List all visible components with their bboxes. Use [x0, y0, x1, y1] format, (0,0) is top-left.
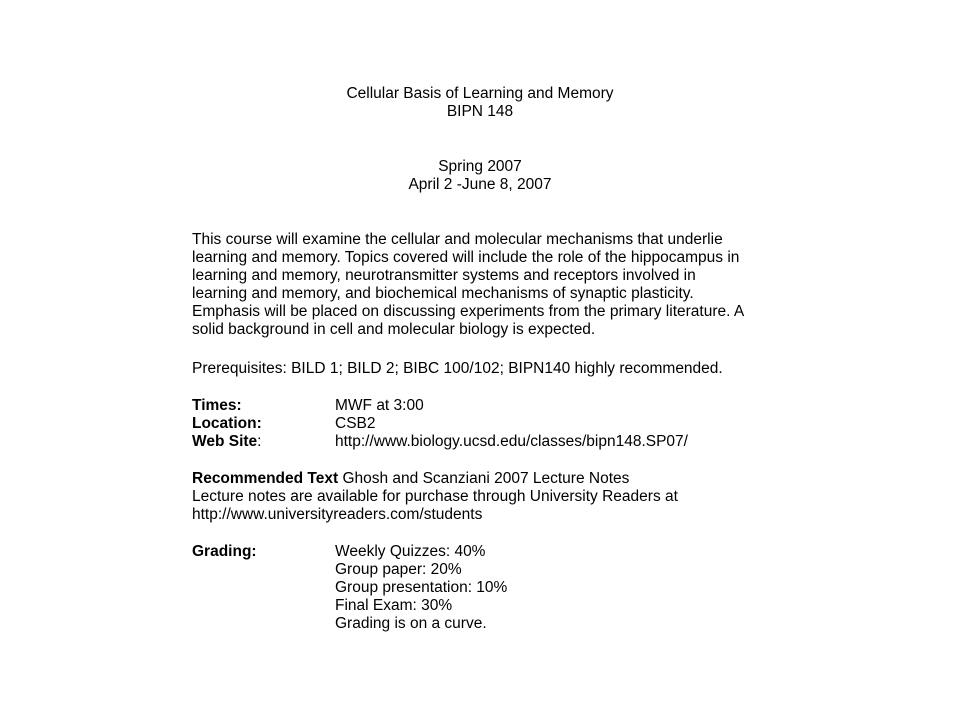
description-line: learning and memory, neurotransmitter systems and receptors involved in — [192, 267, 696, 284]
grading-item: Final Exam: 30% — [335, 597, 453, 614]
course-description — [192, 231, 812, 339]
grading-row — [192, 543, 812, 633]
recommended-text-label: Recommended Text — [192, 470, 339, 487]
grading-item: Group paper: 20% — [335, 561, 462, 578]
recommended-text-value: Ghosh and Scanziani 2007 Lecture Notes — [338, 470, 630, 487]
recommended-text-line — [192, 470, 812, 488]
grading-label: Grading: — [192, 543, 257, 560]
location-label: Location: — [192, 415, 262, 432]
description-line: learning and memory, and biochemical mechanisms of synaptic plasticity. — [192, 285, 694, 302]
grading-item: Weekly Quizzes: 40% — [335, 543, 486, 560]
website-link[interactable]: http://www.biology.ucsd.edu/classes/bipn148.SP07/ — [335, 433, 688, 450]
course-code: BIPN 148 — [446, 103, 514, 120]
recommended-text-note: Lecture notes are available for purchase through University Readers at — [192, 488, 678, 505]
description-line: learning and memory. Topics covered will include the role of the hippocampus in — [192, 249, 740, 266]
times-row — [192, 397, 812, 415]
grading-section — [192, 543, 812, 633]
location-value: CSB2 — [335, 415, 376, 432]
description-line: Emphasis will be placed on discussing experiments from the primary literature. A — [192, 303, 745, 320]
grading-item: Grading is on a curve. — [335, 615, 487, 632]
times-value: MWF at 3:00 — [335, 397, 424, 414]
website-label: Web Site — [192, 433, 258, 450]
term-dates: April 2 -June 8, 2007 — [408, 176, 552, 193]
prerequisites — [192, 360, 812, 378]
readers-link[interactable]: http://www.universityreaders.com/students — [192, 506, 483, 523]
term-semester: Spring 2007 — [438, 158, 522, 175]
description-line: This course will examine the cellular and molecular mechanisms that underlie — [192, 231, 723, 248]
grading-items — [335, 543, 507, 633]
grading-item: Group presentation: 10% — [335, 579, 508, 596]
recommended-text-section — [192, 470, 812, 524]
course-title: Cellular Basis of Learning and Memory — [346, 85, 614, 102]
website-row — [192, 433, 812, 451]
website-label-colon: : — [257, 433, 262, 450]
times-label: Times: — [192, 397, 242, 414]
website-label-cell — [192, 433, 335, 451]
prerequisites-text: Prerequisites: BILD 1; BILD 2; BIBC 100/102; BIPN140 highly recommended. — [192, 360, 723, 377]
term-block — [0, 158, 960, 194]
location-row — [192, 415, 812, 433]
course-header — [0, 85, 960, 121]
course-logistics — [192, 397, 812, 451]
description-line: solid background in cell and molecular biology is expected. — [192, 321, 596, 338]
